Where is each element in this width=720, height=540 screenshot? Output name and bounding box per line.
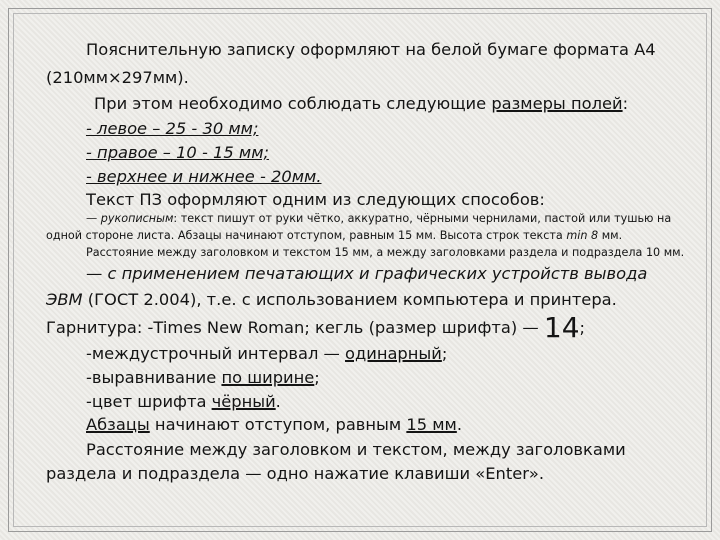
color-line: -цвет шрифта чёрный. [86, 392, 281, 411]
margin-right: - правое – 10 - 15 мм; [86, 143, 269, 162]
distance-line-1: Расстояние между заголовком и текстом, между заголовками [86, 440, 626, 459]
intro-line-1: Пояснительную записку оформляют на белой бумаге формата А4 [86, 40, 656, 59]
margins-intro: При этом необходимо соблюдать следующие размеры полей: [94, 94, 629, 113]
spacing-line: -междустрочный интервал — одинарный; [86, 344, 448, 363]
margin-left: - левое – 25 - 30 мм; [86, 119, 259, 138]
handwritten-line-2: одной стороне листа. Абзацы начинают отступом, равным 15 мм. Высота строк текста min 8 мм. [46, 229, 623, 242]
intro-line-2: (210мм×297мм). [46, 68, 189, 87]
methods-heading: Текст ПЗ оформляют одним из следующих способов: [86, 190, 545, 209]
printed-method-line-1: — с применением печатающих и графических устройств вывода [86, 264, 648, 283]
font-line: Гарнитура: -Times New Roman; кегль (размер шрифта) — 14; [46, 311, 586, 344]
handwritten-line-1: — рукописным: текст пишут от руки чётко, аккуратно, чёрными чернилами, пастой или тушью на [86, 212, 672, 225]
distance-line-2: раздела и подраздела — одно нажатие клавиши «Enter». [46, 464, 545, 483]
handwritten-line-3: Расстояние между заголовком и текстом 15 мм, а между заголовками раздела и подраздела 10 мм. [86, 246, 685, 259]
margin-top-bottom: - верхнее и нижнее - 20мм. [86, 167, 322, 186]
paragraph-line: Абзацы начинают отступом, равным 15 мм. [86, 415, 463, 434]
alignment-line: -выравнивание по ширине; [86, 368, 320, 387]
printed-method-line-2: ЭВМ (ГОСТ 2.004), т.е. с использованием компьютера и принтера. [46, 290, 617, 309]
